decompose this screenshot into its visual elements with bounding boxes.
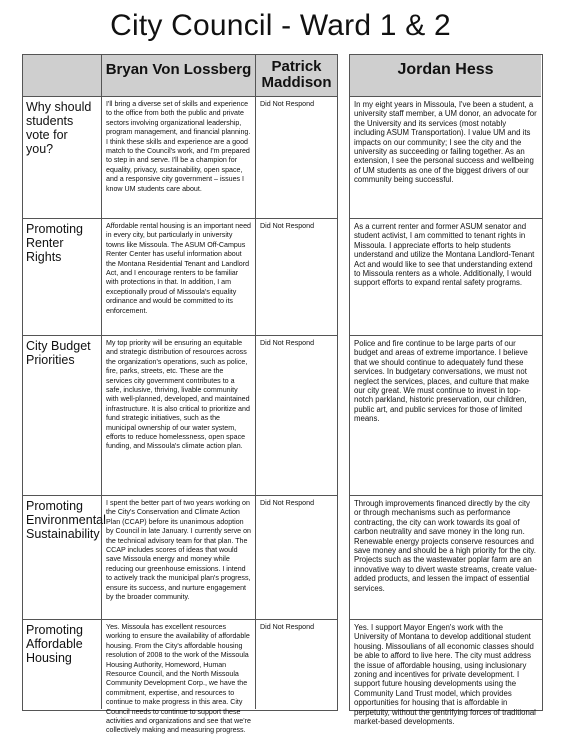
jordan-answer: Yes. I support Mayor Engen's work with the University of Montana to develop additional student housing. Missoulians of all economic classes should be able to afford to live here. The city must address the issue of affordable housing, using inclusionary zoning and incentives for private development. I support future housing developments using the Community Land Trust model, which provides opportunities for housing that is affordable in perpetuity, without the gentrifying forces of traditional market-based developments. [354, 623, 536, 727]
patrick-answer: Did Not Respond [260, 623, 315, 631]
patrick-answer: Did Not Respond [260, 222, 315, 230]
bryan-answer: Yes. Missoula has excellent resources working to ensure the availability of affordable housing. From the City's affordable housing resolution of 2008 to the work of the Missoula Housing Authority, Homeword, Human Resource Council, and the North Missoula Community Development Corp., we have the commitment, expertise, and resources to continue to make progress in this area. City Council needs to continue to support these activities and organizations and see that we're collectively making and measuring progress. [102, 620, 256, 709]
table-row [23, 336, 337, 496]
candidate-table [22, 54, 338, 735]
patrick-answer: Did Not Respond [260, 339, 315, 347]
page-title: City Council - Ward 1 & 2 [110, 9, 451, 42]
jordan-answer: In my eight years in Missoula, I've been a student, a university staff member, a UM donor, an advocate for the University and its services (most notably including ASUM Transportation). I value UM and its impacts on our community; I see the city and the university as succeeding or failing together. As an extension, I see the personal success and wellbeing of UM students as one of the biggest drivers of our community being successful. [354, 100, 537, 185]
table-row [23, 496, 337, 620]
header-bryan-von-lossberg: Bryan Von Lossberg [102, 55, 256, 97]
corner-header [23, 55, 102, 97]
jordan-answer: Through improvements financed directly by the city or through mechanisms such as performance contracting, the city can work towards its goal of carbon neutrality and save money in the long run. Renewable energy projects conserve resources and save money and should be a high priority for the city. Projects such as the wastewater poplar farm are an innovative way to divert waste streams, create value-added products, and lessen the impact of essential services. [354, 499, 537, 593]
table-row [350, 97, 542, 219]
jordan-answer: As a current renter and former ASUM senator and student activist, I am committed to tenant rights in Missoula. I appreciate efforts to help students understand and utilize the Montana Landlord-Tenant Act and would like to see that understanding extend to Missoula renters as a whole. Additionally, I would support efforts to expand rental safety programs. [354, 222, 535, 288]
question-cell: Promoting Renter Rights [23, 219, 102, 335]
question-cell: Promoting Environmental Sustainability [23, 496, 102, 619]
bryan-answer: Affordable rental housing is an important need in every city, but particularly in university towns like Missoula. The ASUM Off-Campus Renter Center has useful information about the Montana Residential Tenant and Landlord Act, and I encourage renters to be familiar with protections in that. In addition, I am exceptionally proud of Missoula's equality ordinance and would be committed to its enforcement. [102, 219, 256, 335]
table-row [350, 219, 542, 336]
jordan-answer: Police and fire continue to be large parts of our budget and areas of extreme importance. I believe that we should continue to adequately fund these services. In budgetary conversations, we must not neglect the services, places, and culture that make our city great. We must continue to invest in top-notch parkland, historic preservation, our children, public art, and public services for those of limited means. [354, 339, 530, 424]
bryan-answer: I'll bring a diverse set of skills and experience to the office from both the public and private sectors involving organizational leadership, program management, and financial planning. I think these skills and experience are a good match to the Council's work, and I'm prepared to step in and serve. I'll be a champion for equality, privacy, sustainability, open space, and a responsive city government – issues I know UM students care about. [102, 97, 256, 218]
table-row [350, 336, 542, 496]
jordan-hess-table [349, 54, 543, 727]
patrick-answer: Did Not Respond [260, 100, 315, 108]
header-patrick-maddison: Patrick Maddison [256, 55, 337, 97]
bryan-answer: My top priority will be ensuring an equitable and strategic distribution of resources across the organization's operations, such as police, fire, parks, streets, etc. These are the services city government contributes to a safe, inclusive, thriving, livable community with well-planned, developed, and maintained infrastructure. It is also critical to prioritize and fund strategic initiatives, such as the municipal ownership of our water system, efforts to reduce homelessness, open space funding, and Missoula's climate action plan. [102, 336, 256, 495]
patrick-answer: Did Not Respond [260, 499, 315, 507]
bryan-answer: I spent the better part of two years working on the City's Conservation and Climate Action Plan (CCAP) before its unanimous adoption by Council in late January. I currently serve on the technical advisory team for that plan. The CCAP includes scores of ideas that would save Missoula energy and money while reducing our greenhouse emissions. I intend to actively track the municipal plan's progress, ensure its success, and nurture engagement by the broader community. [102, 496, 256, 619]
table-row [350, 496, 542, 620]
question-cell: Promoting Affordable Housing [23, 620, 102, 709]
table-row [350, 620, 542, 727]
header-jordan-hess: Jordan Hess [350, 55, 541, 97]
table-row [23, 97, 337, 219]
question-cell: City Budget Priorities [23, 336, 102, 495]
table-row [23, 620, 337, 735]
question-cell: Why should students vote for you? [23, 97, 102, 218]
table-row [23, 219, 337, 336]
